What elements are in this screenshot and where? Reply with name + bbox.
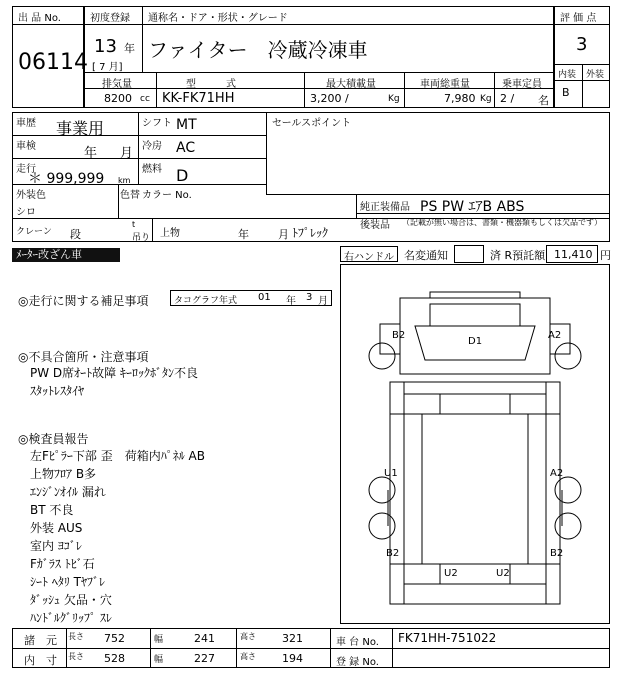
inspector-line: 左Fﾋﾟﾗｰ下部 歪 荷箱内ﾊﾟﾈﾙ AB	[30, 449, 205, 463]
upper-year-unit: 年	[238, 228, 249, 241]
height-label: 高さ	[240, 632, 256, 641]
kg-unit-1: Kg	[388, 94, 400, 104]
width-value: 241	[194, 632, 215, 645]
mark-b2-rear-left: B2	[386, 548, 400, 559]
lot-number: 06114	[18, 50, 88, 75]
truck-diagram	[340, 264, 610, 624]
first-reg-label: 初度登録	[90, 13, 130, 24]
load-label: 最大積載量	[326, 79, 376, 90]
total-weight-label: 車両総重量	[420, 79, 470, 90]
model-code: KK-FK71HH	[162, 91, 235, 106]
mileage-label: 走行	[16, 164, 36, 175]
wheel-front-left	[369, 343, 395, 369]
dims-label: 諸 元	[24, 634, 57, 647]
inspector-title: ◎検査員報告	[18, 432, 89, 446]
inner-label: 内 寸	[24, 654, 57, 667]
wheel-rear-left-1	[369, 477, 395, 503]
wheel-front-right	[555, 343, 581, 369]
inner-width: 227	[194, 652, 215, 665]
tacho-label: タコグラフ年式	[174, 296, 238, 306]
overall-grade: 3	[576, 34, 588, 55]
cab-inner	[430, 304, 520, 326]
wheel-rear-left-2	[369, 513, 395, 539]
registration-label: 登 録 No.	[336, 657, 379, 668]
inspector-line: 外装 AUS	[30, 521, 83, 535]
tacho-month: 3	[306, 292, 313, 303]
mark-b2-front-left: B2	[392, 330, 406, 341]
mark-d1: D1	[468, 336, 483, 347]
fuel-label: 燃料	[142, 164, 162, 175]
interior-label: 内装	[558, 70, 577, 80]
crane-step: 段	[70, 228, 81, 241]
change-notice-label: 名変通知	[404, 249, 448, 262]
width-label: 幅	[154, 635, 164, 645]
inner-length-label: 長さ	[68, 652, 84, 661]
first-reg-month: [ 7 月]	[92, 62, 123, 73]
car-name: ファイター 冷蔵冷凍車	[148, 38, 368, 62]
ext-color-value: シロ	[16, 207, 36, 218]
recycle-label: 済 R預託額	[490, 249, 546, 262]
inspector-line: Fｶﾞﾗｽ ﾄﾋﾞ石	[30, 557, 95, 571]
year-unit: 年	[124, 42, 135, 55]
inspector-line: 室内 ﾖｺﾞﾚ	[30, 539, 82, 553]
color-no-label: カラー No.	[142, 190, 192, 201]
inner-length: 528	[104, 652, 125, 665]
tacho-month-unit: 月	[318, 296, 328, 307]
capacity-label: 乗車定員	[502, 79, 542, 90]
length-label: 長さ	[68, 632, 84, 641]
defect-line: PW D席ｵｰﾄ故障 ｷｰﾛｯｸﾎﾞﾀﾝ不良	[30, 366, 198, 380]
inspector-line: ｴﾝｼﾞﾝｵｲﾙ 漏れ	[30, 485, 106, 499]
mark-b2-rear-right: B2	[550, 548, 564, 559]
inner-height-label: 高さ	[240, 652, 256, 661]
yen-unit: 円	[600, 249, 611, 262]
color-change-label: 色替	[120, 190, 140, 201]
supplement-title: ◎走行に関する補足事項	[18, 294, 149, 308]
first-reg-year: 13	[94, 36, 117, 57]
model-label: 型 式	[186, 79, 236, 90]
mileage-value: ＊ 999,999	[28, 171, 105, 187]
meter-tamper-warning: ﾒｰﾀｰ改ざん車	[12, 248, 120, 262]
inner-width-label: 幅	[154, 655, 164, 665]
mark-u1: U1	[384, 468, 398, 479]
inspector-line: ﾊﾝﾄﾞﾙｸﾞﾘｯﾌﾟ ｽﾚ	[30, 611, 112, 625]
upper-label: 上物	[160, 228, 180, 239]
inner-height: 194	[282, 652, 303, 665]
ac-label: 冷房	[142, 141, 162, 152]
persons-unit: 名	[538, 94, 549, 107]
std-equip-value: PS PW ｴｱB ABS	[420, 199, 525, 215]
crane-label: クレーン	[16, 227, 52, 237]
inspector-line: BT 不良	[30, 503, 74, 517]
inspector-line: ｼｰﾄ ﾍﾀﾘ Tﾔﾌﾞﾚ	[30, 575, 105, 589]
wheel-rear-right-1	[555, 477, 581, 503]
inspector-line: ﾀﾞｯｼｭ 欠品・穴	[30, 593, 112, 607]
inspection-month-unit: 月	[120, 146, 134, 161]
capacity: 2 /	[500, 92, 515, 105]
steering-value: 右ハンドル	[344, 252, 394, 263]
kg-unit-2: Kg	[480, 94, 492, 104]
cab-roof	[430, 292, 520, 298]
mark-a2-right: A2	[550, 468, 564, 479]
inspection-label: 車検	[16, 141, 36, 152]
crane-ton: t	[132, 220, 136, 229]
defect-line: ｽﾀｯﾄﾚｽﾀｲﾔ	[30, 384, 85, 398]
interior-grade: B	[562, 86, 570, 99]
max-load: 3,200 /	[310, 92, 349, 105]
tacho-year-unit: 年	[286, 296, 296, 307]
change-notice-box	[454, 245, 484, 263]
std-equip-label: 純正装備品	[360, 202, 410, 213]
displacement-label: 排気量	[102, 79, 132, 90]
height-value: 321	[282, 632, 303, 645]
car-name-label: 通称名・ドア・形状・グレード	[148, 13, 288, 24]
history-value: 事業用	[56, 119, 105, 138]
cc-unit: cc	[140, 94, 150, 104]
cargo-box	[390, 382, 560, 604]
chassis-label: 車 台 No.	[336, 637, 379, 648]
aftermarket-note: （記載が無い場合は、書類・機器類もしくは欠品です）	[402, 218, 602, 227]
aftermarket-label: 後装品	[360, 220, 390, 231]
length-value: 752	[104, 632, 125, 645]
history-label: 車歴	[16, 118, 36, 129]
exterior-label: 外装	[586, 70, 605, 80]
fuel-value: D	[176, 166, 189, 185]
mark-u2-right: U2	[496, 568, 510, 579]
ext-color-label: 外装色	[16, 190, 46, 201]
inspector-line: 上物ﾌﾛｱ B多	[30, 467, 97, 481]
recycle-amount: 11,410	[554, 248, 593, 261]
tacho-year: 01	[258, 292, 271, 303]
shift-label: シフト	[142, 118, 172, 129]
upper-value: ﾄﾌﾟﾚｯｸ	[292, 226, 329, 240]
grade-label: 評 価 点	[560, 13, 597, 24]
upper-month-unit: 月	[278, 228, 289, 241]
defects-title: ◎不具合箇所・注意事項	[18, 350, 149, 364]
sales-point-label: セールスポイント	[272, 118, 352, 129]
km-unit: km	[118, 176, 131, 185]
lot-label: 出 品 No.	[18, 13, 61, 24]
mark-u2-left: U2	[444, 568, 458, 579]
mark-a2-front-right: A2	[548, 330, 562, 341]
wheel-rear-right-2	[555, 513, 581, 539]
crane-hang: 吊り	[132, 233, 151, 243]
shift-value: MT	[176, 117, 197, 133]
chassis-number: FK71HH-751022	[398, 631, 497, 645]
ac-value: AC	[176, 140, 196, 156]
total-weight: 7,980	[444, 92, 476, 105]
inspection-year-unit: 年	[84, 146, 98, 161]
displacement: 8200	[104, 92, 132, 105]
